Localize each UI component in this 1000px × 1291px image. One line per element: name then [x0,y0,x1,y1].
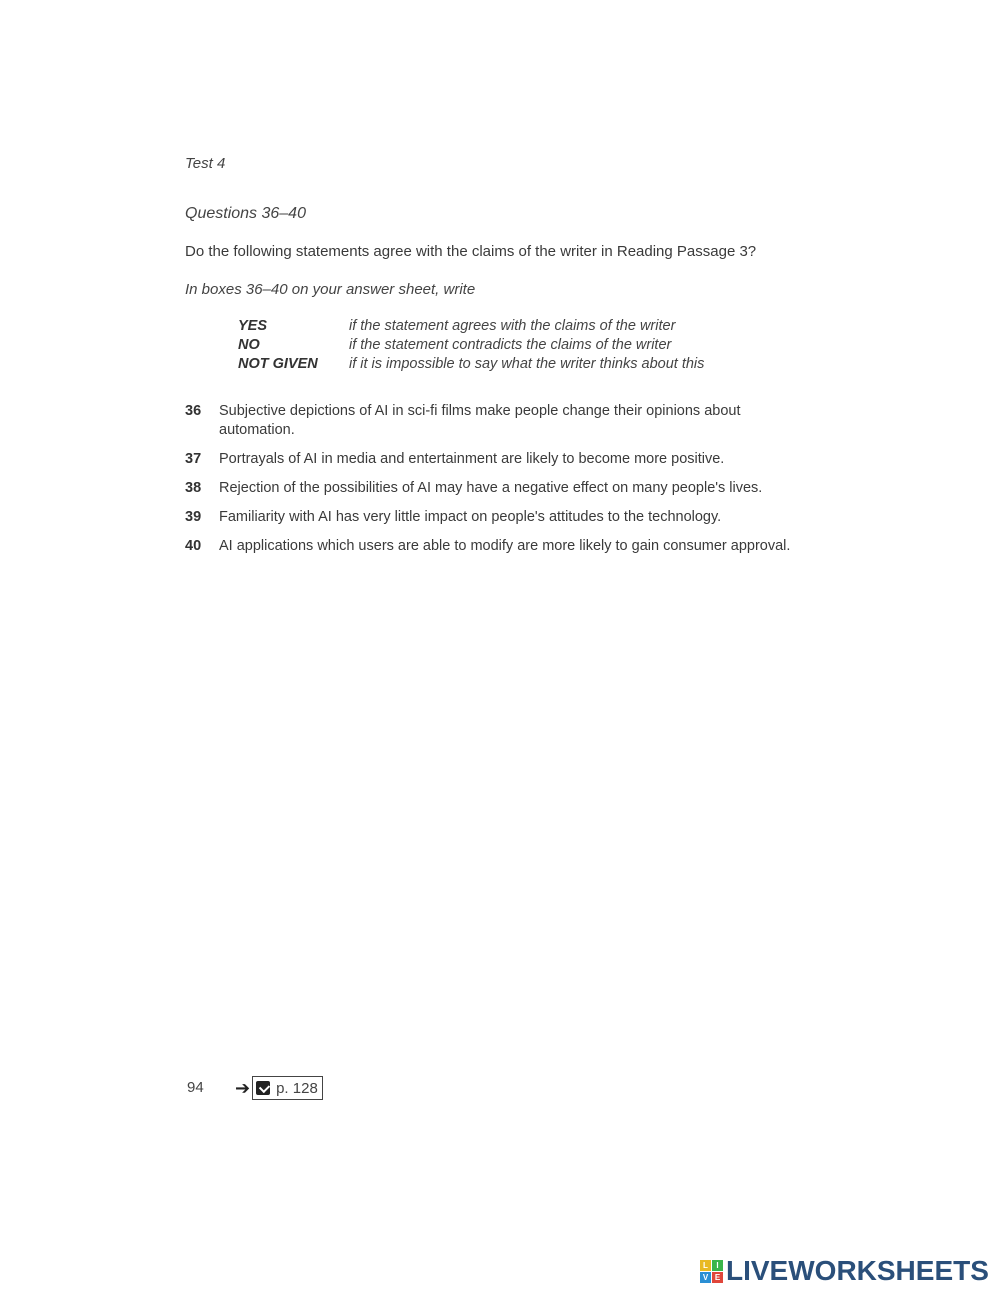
reference-box [252,1076,323,1100]
question-number: 39 [185,509,202,525]
question-number: 40 [185,538,202,554]
legend-row-no [238,336,704,355]
legend-key: NO [238,337,260,353]
question-number: 38 [185,480,202,496]
logo-text: LIVEWORKSHEETS [726,1255,989,1286]
question-item [185,450,805,469]
legend-row-yes [238,317,704,336]
reference-page: p. 128 [276,1079,318,1097]
legend-key: YES [238,318,268,334]
page-number: 94 [187,1079,204,1096]
question-item [185,508,805,527]
question-text: Rejection of the possibilities of AI may have a negative effect on many people's lives. [219,480,763,496]
questions-heading: Questions 36–40 [185,205,306,222]
logo-square: E [712,1272,723,1283]
question-item [185,537,805,556]
question-item [185,402,805,440]
answer-legend [238,317,704,374]
legend-row-not-given [238,355,704,374]
legend-desc: if the statement agrees with the claims of the writer [349,318,676,334]
question-text: Familiarity with AI has very little impact on people's attitudes to the technology. [219,509,722,525]
logo-square: I [712,1260,723,1271]
question-text: AI applications which users are able to modify are more likely to gain consumer approval. [219,538,791,554]
checkmark-icon [256,1081,270,1095]
test-label: Test 4 [185,155,226,172]
question-number: 37 [185,451,202,467]
legend-desc: if it is impossible to say what the writer thinks about this [349,356,705,372]
question-text: Subjective depictions of AI in sci-fi films make people change their opinions about automation. [219,403,741,438]
arrow-icon: ➔ [235,1077,251,1098]
logo-squares-icon [700,1260,723,1283]
question-number: 36 [185,403,202,419]
question-list [185,402,805,566]
legend-key: NOT GIVEN [238,356,318,372]
liveworksheets-logo [700,1255,989,1287]
answer-instruction: In boxes 36–40 on your answer sheet, write [185,281,476,298]
answer-key-reference [235,1076,323,1100]
logo-square: V [700,1272,711,1283]
question-item [185,479,805,498]
legend-desc: if the statement contradicts the claims of the writer [349,337,672,353]
logo-square: L [700,1260,711,1271]
question-text: Portrayals of AI in media and entertainment are likely to become more positive. [219,451,725,467]
instruction-text: Do the following statements agree with the claims of the writer in Reading Passage 3? [185,243,757,260]
